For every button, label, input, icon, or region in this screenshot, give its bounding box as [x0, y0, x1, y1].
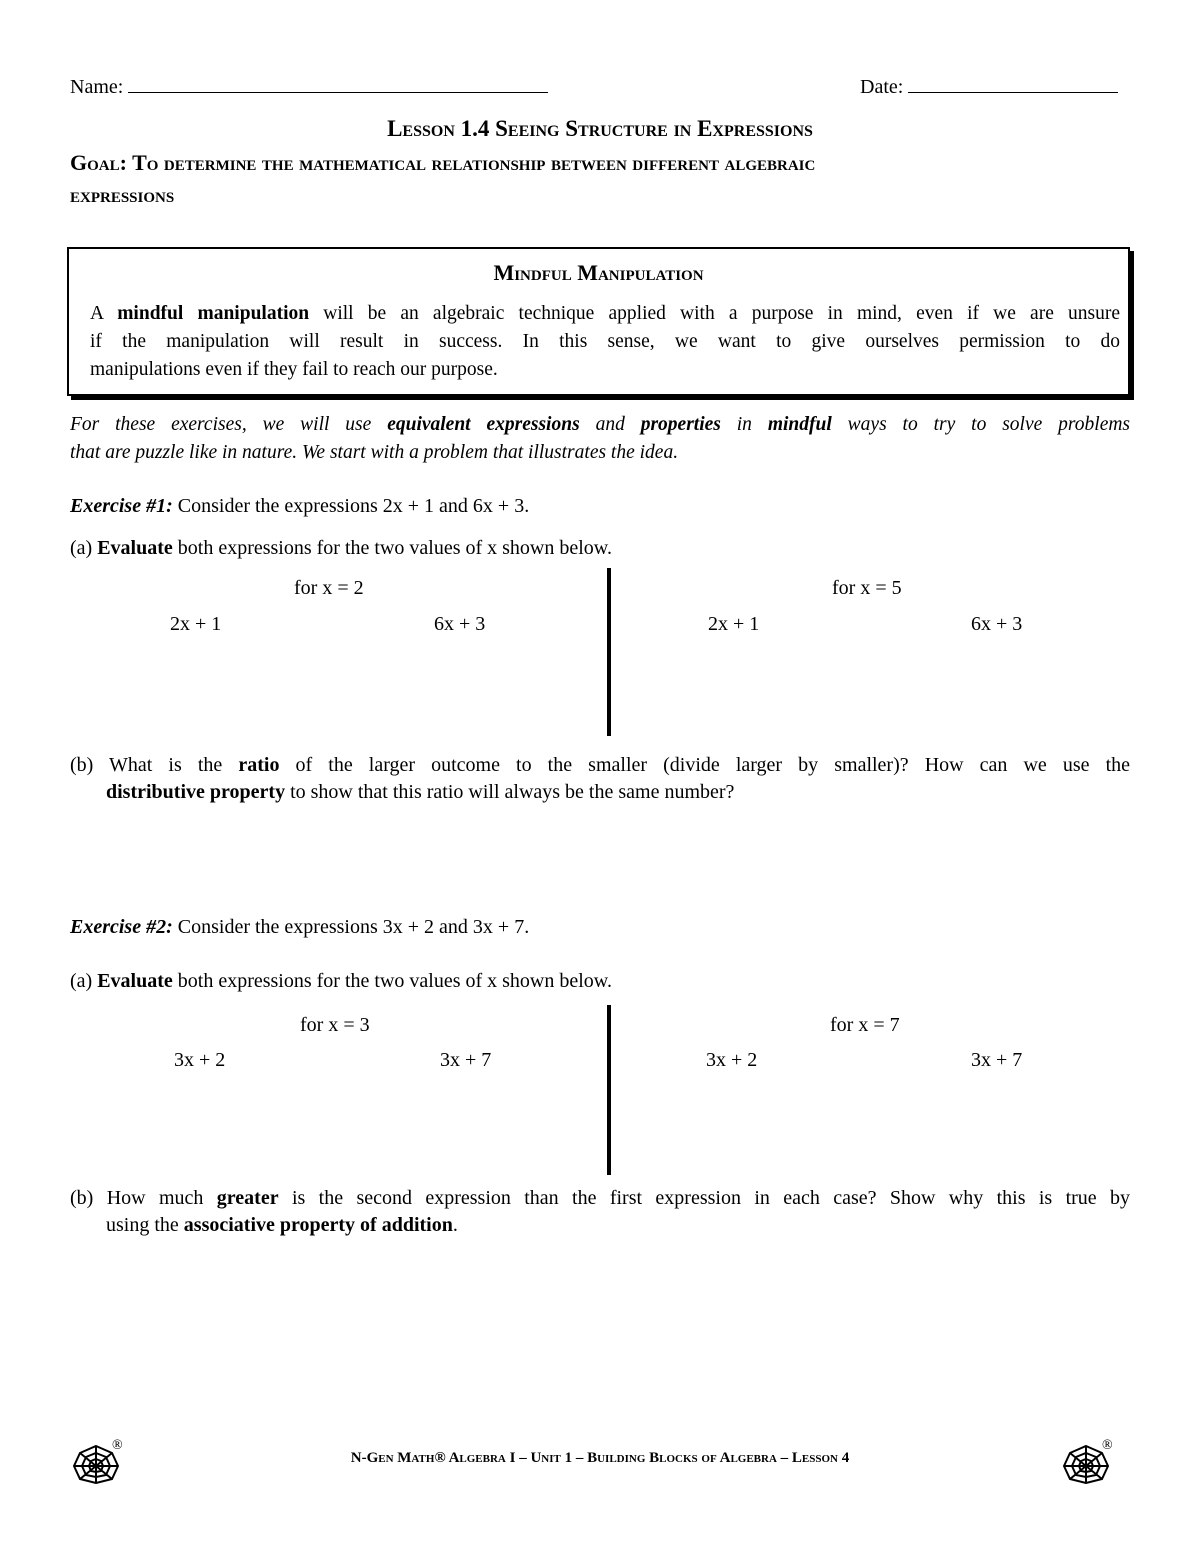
exercise-2-prompt-text: Consider the expressions — [177, 916, 378, 938]
footer-logo-right — [1062, 1438, 1113, 1490]
intro-bold-3: mindful — [767, 414, 832, 435]
intro-text-1: For these exercises, we will use — [70, 414, 372, 435]
exercise-2-and: and — [439, 916, 468, 938]
callout-line-3: manipulations even if they fail to reach our purpose. — [90, 359, 498, 380]
intro-text-3: in — [736, 414, 752, 435]
ex2-right-expr-2: 3x + 7 — [971, 1049, 1023, 1071]
ex2-left-heading: for x = 3 — [300, 1014, 370, 1036]
callout-line1-rest: will be an algebraic technique applied with a purpose in mind, even if we are unsure — [323, 303, 1121, 324]
goal-line-2: expressions — [70, 182, 175, 207]
ex2-right-expr-1: 3x + 2 — [706, 1049, 758, 1071]
name-field-row — [70, 74, 548, 99]
ex1-right-heading: for x = 5 — [832, 577, 902, 599]
exercise-1-end: . — [524, 495, 530, 517]
exercise-1-part-b-line-2 — [106, 781, 734, 804]
exercise-2-prompt — [70, 916, 529, 939]
ex2-part-b-text-2: is the second expression than the first expression in each case? Show why this is true by — [291, 1187, 1131, 1209]
callout-lead: A — [90, 303, 104, 324]
exercise-2-part-a — [70, 970, 612, 993]
intro-line-1 — [70, 414, 1130, 436]
name-blank[interactable] — [128, 74, 548, 93]
callout-line-2: if the manipulation will result in success. In this sense, we want to give ourselves permission to do — [90, 331, 1120, 352]
ex1-right-expr-2: 6x + 3 — [971, 613, 1023, 635]
part-a-prefix: (a) — [70, 537, 93, 559]
callout-heading: Mindful Manipulation — [493, 260, 704, 285]
exercise-2-end: . — [524, 916, 530, 938]
exercise-1-expr-2: 6x + 3 — [472, 495, 525, 517]
exercise-1-and: and — [439, 495, 468, 517]
goal-label: Goal: — [70, 150, 127, 175]
callout-line-1 — [90, 303, 1120, 325]
ex2-part-b-prefix: (b) — [70, 1187, 94, 1209]
part-b-text-2: of the larger outcome to the smaller (divide larger by smaller)? How can we use the — [295, 754, 1131, 776]
ex2-part-a-prefix: (a) — [70, 970, 93, 992]
goal-line-1 — [70, 150, 815, 176]
registered-mark-right: ® — [1102, 1438, 1113, 1453]
intro-text-2: and — [595, 414, 625, 435]
part-b-bold-2: distributive property — [106, 781, 286, 803]
ex2-part-a-text: both expressions for the two values of x shown below. — [177, 970, 612, 992]
intro-bold-1: equivalent expressions — [387, 414, 580, 435]
part-a-bold: Evaluate — [97, 537, 173, 559]
exercise-2-part-b-line-2 — [106, 1214, 458, 1237]
part-a-text: both expressions for the two values of x shown below. — [177, 537, 612, 559]
ex2-left-expr-2: 3x + 7 — [440, 1049, 492, 1071]
part-b-text-1: What is the — [109, 754, 223, 776]
intro-line-2: that are puzzle like in nature. We start with a problem that illustrates the idea. — [70, 442, 679, 463]
lesson-title: Lesson 1.4 Seeing Structure in Expressions — [387, 116, 813, 141]
ex1-divider — [607, 568, 611, 736]
registered-mark-left: ® — [112, 1438, 123, 1453]
exercise-2-expr-2: 3x + 7 — [472, 916, 525, 938]
intro-text-4: ways to try to solve problems — [847, 414, 1131, 435]
part-b-bold-1: ratio — [238, 754, 280, 776]
exercise-1-part-b-line-1 — [70, 754, 1130, 777]
ex1-left-expr-2: 6x + 3 — [434, 613, 486, 635]
exercise-2-label: Exercise #2: — [70, 916, 173, 938]
part-b-prefix: (b) — [70, 754, 94, 776]
ex2-part-b-text-3: using the — [106, 1214, 179, 1236]
name-label: Name: — [70, 76, 124, 98]
ex2-part-a-bold: Evaluate — [97, 970, 173, 992]
ex2-part-b-bold-1: greater — [216, 1187, 279, 1209]
exercise-1-prompt-text: Consider the expressions — [177, 495, 378, 517]
exercise-1-label: Exercise #1: — [70, 495, 173, 517]
ex2-divider — [607, 1005, 611, 1175]
ex2-right-heading: for x = 7 — [830, 1014, 900, 1036]
date-blank[interactable] — [908, 74, 1118, 93]
ex1-right-expr-1: 2x + 1 — [708, 613, 760, 635]
date-field-row — [860, 74, 1118, 99]
callout-term: mindful manipulation — [117, 303, 310, 324]
date-label: Date: — [860, 76, 904, 98]
footer-text: N-Gen Math® Algebra I – Unit 1 – Building Blocks of Algebra – Lesson 4 — [350, 1450, 850, 1466]
exercise-1-expr-1: 2x + 1 — [382, 495, 435, 517]
part-b-text-3: to show that this ratio will always be the same number? — [290, 781, 735, 803]
ex2-part-b-bold-2: associative property of addition — [183, 1214, 453, 1236]
exercise-1-part-a — [70, 537, 612, 560]
ex1-left-expr-1: 2x + 1 — [170, 613, 222, 635]
ex2-left-expr-1: 3x + 2 — [174, 1049, 226, 1071]
goal-text-1: To determine the mathematical relationship between different algebraic — [132, 150, 816, 175]
ex2-part-b-end: . — [452, 1214, 458, 1236]
exercise-2-part-b-line-1 — [70, 1187, 1130, 1210]
ex1-left-heading: for x = 2 — [294, 577, 364, 599]
exercise-1-prompt — [70, 495, 529, 518]
intro-bold-2: properties — [640, 414, 721, 435]
ex2-part-b-text-1: How much — [106, 1187, 204, 1209]
exercise-2-expr-1: 3x + 2 — [382, 916, 435, 938]
